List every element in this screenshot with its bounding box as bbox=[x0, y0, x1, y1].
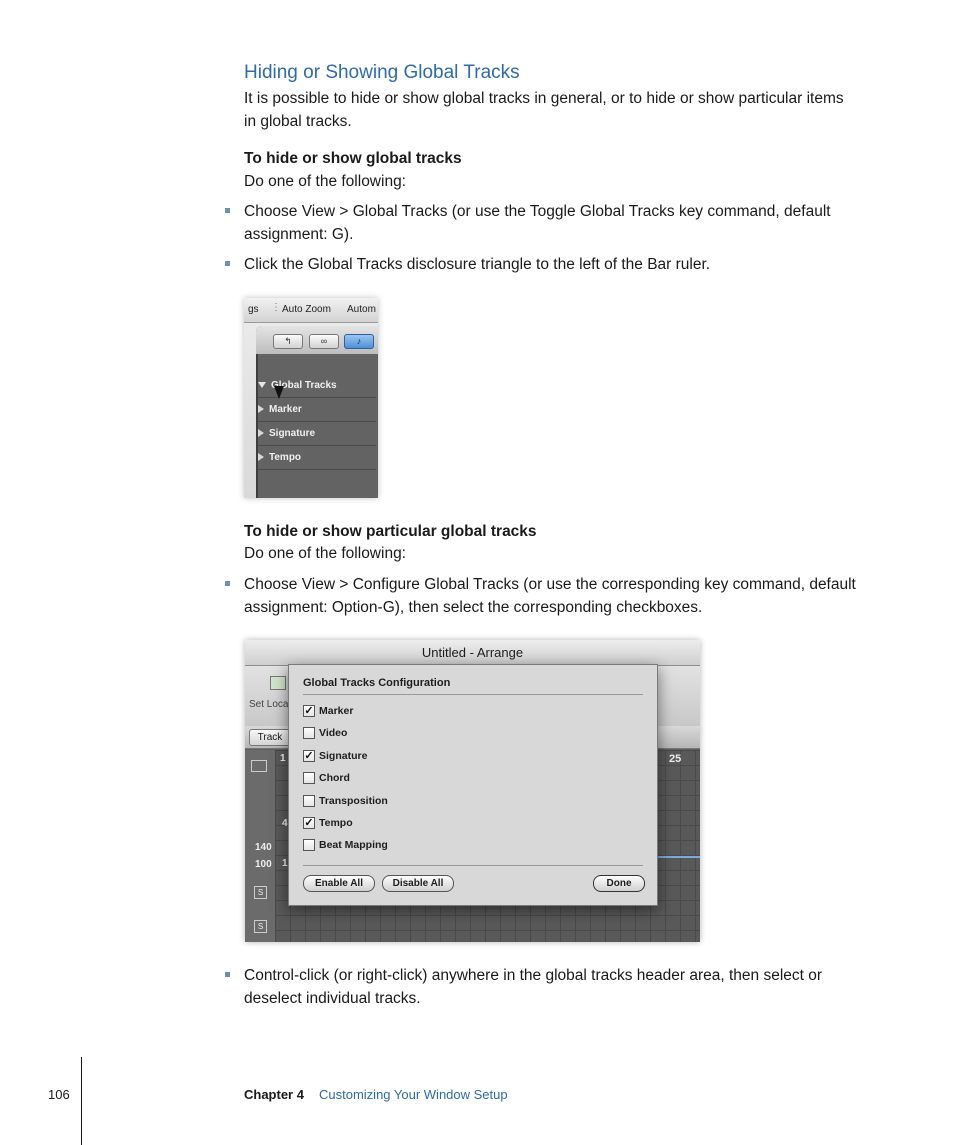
task1-bullet-2: Click the Global Tracks disclosure triangle to the left of the Bar ruler. bbox=[244, 256, 711, 273]
tempo-row[interactable] bbox=[258, 446, 376, 470]
checkbox-label: Chord bbox=[319, 772, 350, 784]
intro-line-2: in global tracks. bbox=[244, 113, 352, 130]
task1-title: To hide or show global tracks bbox=[244, 150, 462, 167]
tempo-high-value: 140 bbox=[255, 842, 272, 853]
bullet-mark bbox=[225, 261, 230, 266]
checkbox-label: Tempo bbox=[319, 817, 353, 829]
configure-global-tracks-screenshot bbox=[245, 640, 700, 942]
bullet-mark bbox=[225, 208, 230, 213]
disclosure-triangle-icon[interactable] bbox=[258, 382, 266, 388]
solo-button[interactable]: S bbox=[254, 886, 267, 899]
marker-label: Marker bbox=[269, 404, 302, 415]
task1-bullet-1-line-2: assignment: G). bbox=[244, 226, 354, 243]
task2-lead: Do one of the following: bbox=[244, 545, 406, 562]
ruler-bar-start: 1 bbox=[280, 753, 286, 764]
toolbar-fragment-label: gs bbox=[248, 304, 259, 315]
checkbox-icon[interactable] bbox=[303, 727, 315, 739]
dialog-title: Global Tracks Configuration bbox=[303, 677, 643, 695]
auto-zoom-button[interactable]: Auto Zoom bbox=[282, 304, 331, 315]
disclosure-triangle-icon[interactable] bbox=[258, 405, 264, 413]
checkbox-label: Marker bbox=[319, 705, 354, 717]
section-heading: Hiding or Showing Global Tracks bbox=[244, 62, 520, 83]
checkbox-icon[interactable] bbox=[303, 839, 315, 851]
task3-bullet-line-2: deselect individual tracks. bbox=[244, 990, 421, 1007]
done-button[interactable]: Done bbox=[593, 875, 645, 892]
window-title: Untitled - Arrange bbox=[245, 640, 700, 666]
checkbox-icon[interactable]: ✓ bbox=[304, 705, 314, 718]
solo-button[interactable]: S bbox=[254, 920, 267, 933]
intro-line-1: It is possible to hide or show global tracks in general, or to hide or show particular items bbox=[244, 90, 844, 107]
checkbox-beat-mapping[interactable] bbox=[303, 839, 388, 851]
enable-all-button[interactable]: Enable All bbox=[303, 875, 375, 892]
checkbox-label: Beat Mapping bbox=[319, 839, 388, 851]
checkbox-signature[interactable] bbox=[303, 750, 367, 762]
signature-label: Signature bbox=[269, 428, 316, 439]
global-tracks-screenshot bbox=[244, 298, 378, 498]
set-locators-icon[interactable] bbox=[270, 676, 286, 690]
screenshot-toolbar bbox=[244, 298, 378, 323]
task2-bullet-1-line-1: Choose View > Configure Global Tracks (or use the corresponding key command, default bbox=[244, 576, 856, 593]
flex-icon[interactable]: ♪ bbox=[344, 334, 374, 349]
checkbox-chord[interactable] bbox=[303, 772, 350, 784]
global-tracks-configuration-dialog bbox=[288, 664, 658, 906]
bullet-mark bbox=[225, 581, 230, 586]
toolbar-grip-icon: ⋮ bbox=[271, 302, 281, 313]
set-locators-label[interactable]: Set Loca bbox=[249, 699, 289, 710]
dialog-separator bbox=[303, 865, 643, 866]
checkbox-marker[interactable] bbox=[303, 705, 353, 717]
tempo-low-value: 100 bbox=[255, 859, 272, 870]
mouse-pointer-icon bbox=[274, 386, 284, 399]
global-tracks-label: Global Tracks bbox=[271, 380, 337, 391]
ruler-bar-end: 25 bbox=[669, 753, 682, 765]
checkbox-video[interactable] bbox=[303, 727, 347, 739]
catch-icon[interactable]: ↰ bbox=[273, 334, 303, 349]
automation-button[interactable]: Autom bbox=[347, 304, 376, 315]
bullet-mark bbox=[225, 972, 230, 977]
track-header-column bbox=[245, 750, 276, 942]
checkbox-label: Signature bbox=[319, 750, 368, 762]
checkbox-transposition[interactable] bbox=[303, 795, 388, 807]
chapter-label: Chapter 4 bbox=[244, 1087, 304, 1102]
track-menu-button[interactable]: Track bbox=[249, 729, 291, 746]
tempo-label: Tempo bbox=[269, 452, 302, 463]
task3-bullet bbox=[244, 964, 822, 1010]
tempo-bar-number: 1 bbox=[282, 858, 288, 869]
track-list-icon[interactable] bbox=[251, 760, 267, 772]
task1-bullet-1 bbox=[244, 200, 831, 246]
checkbox-icon[interactable] bbox=[303, 795, 315, 807]
task3-bullet-line-1: Control-click (or right-click) anywhere in the global tracks header area, then select or bbox=[244, 967, 823, 984]
disable-all-button[interactable]: Disable All bbox=[382, 875, 454, 892]
signature-row[interactable] bbox=[258, 422, 376, 446]
tempo-line bbox=[657, 856, 700, 858]
disclosure-triangle-icon[interactable] bbox=[258, 429, 264, 437]
link-icon[interactable]: ∞ bbox=[309, 334, 339, 349]
disclosure-triangle-icon[interactable] bbox=[258, 453, 264, 461]
checkbox-icon[interactable]: ✓ bbox=[304, 817, 314, 830]
checkbox-icon[interactable] bbox=[303, 772, 315, 784]
checkbox-icon[interactable]: ✓ bbox=[304, 750, 314, 763]
page-number: 106 bbox=[48, 1087, 70, 1102]
track-header-buttons bbox=[256, 326, 378, 354]
row-number: 4 bbox=[282, 818, 288, 829]
task2-bullet-1-line-2: assignment: Option-G), then select the corresponding checkboxes. bbox=[244, 599, 703, 616]
intro-paragraph bbox=[244, 87, 844, 133]
checkbox-label: Transposition bbox=[319, 795, 388, 807]
task1-bullet-1-line-1: Choose View > Global Tracks (or use the Toggle Global Tracks key command, default bbox=[244, 203, 831, 220]
footer-rule bbox=[81, 1057, 82, 1145]
task1-lead: Do one of the following: bbox=[244, 173, 406, 190]
task2-title: To hide or show particular global tracks bbox=[244, 523, 537, 540]
checkbox-tempo[interactable] bbox=[303, 817, 353, 829]
task2-bullet-1 bbox=[244, 573, 856, 619]
checkbox-label: Video bbox=[319, 727, 348, 739]
chapter-title: Customizing Your Window Setup bbox=[319, 1087, 508, 1102]
marker-row[interactable] bbox=[258, 398, 376, 422]
